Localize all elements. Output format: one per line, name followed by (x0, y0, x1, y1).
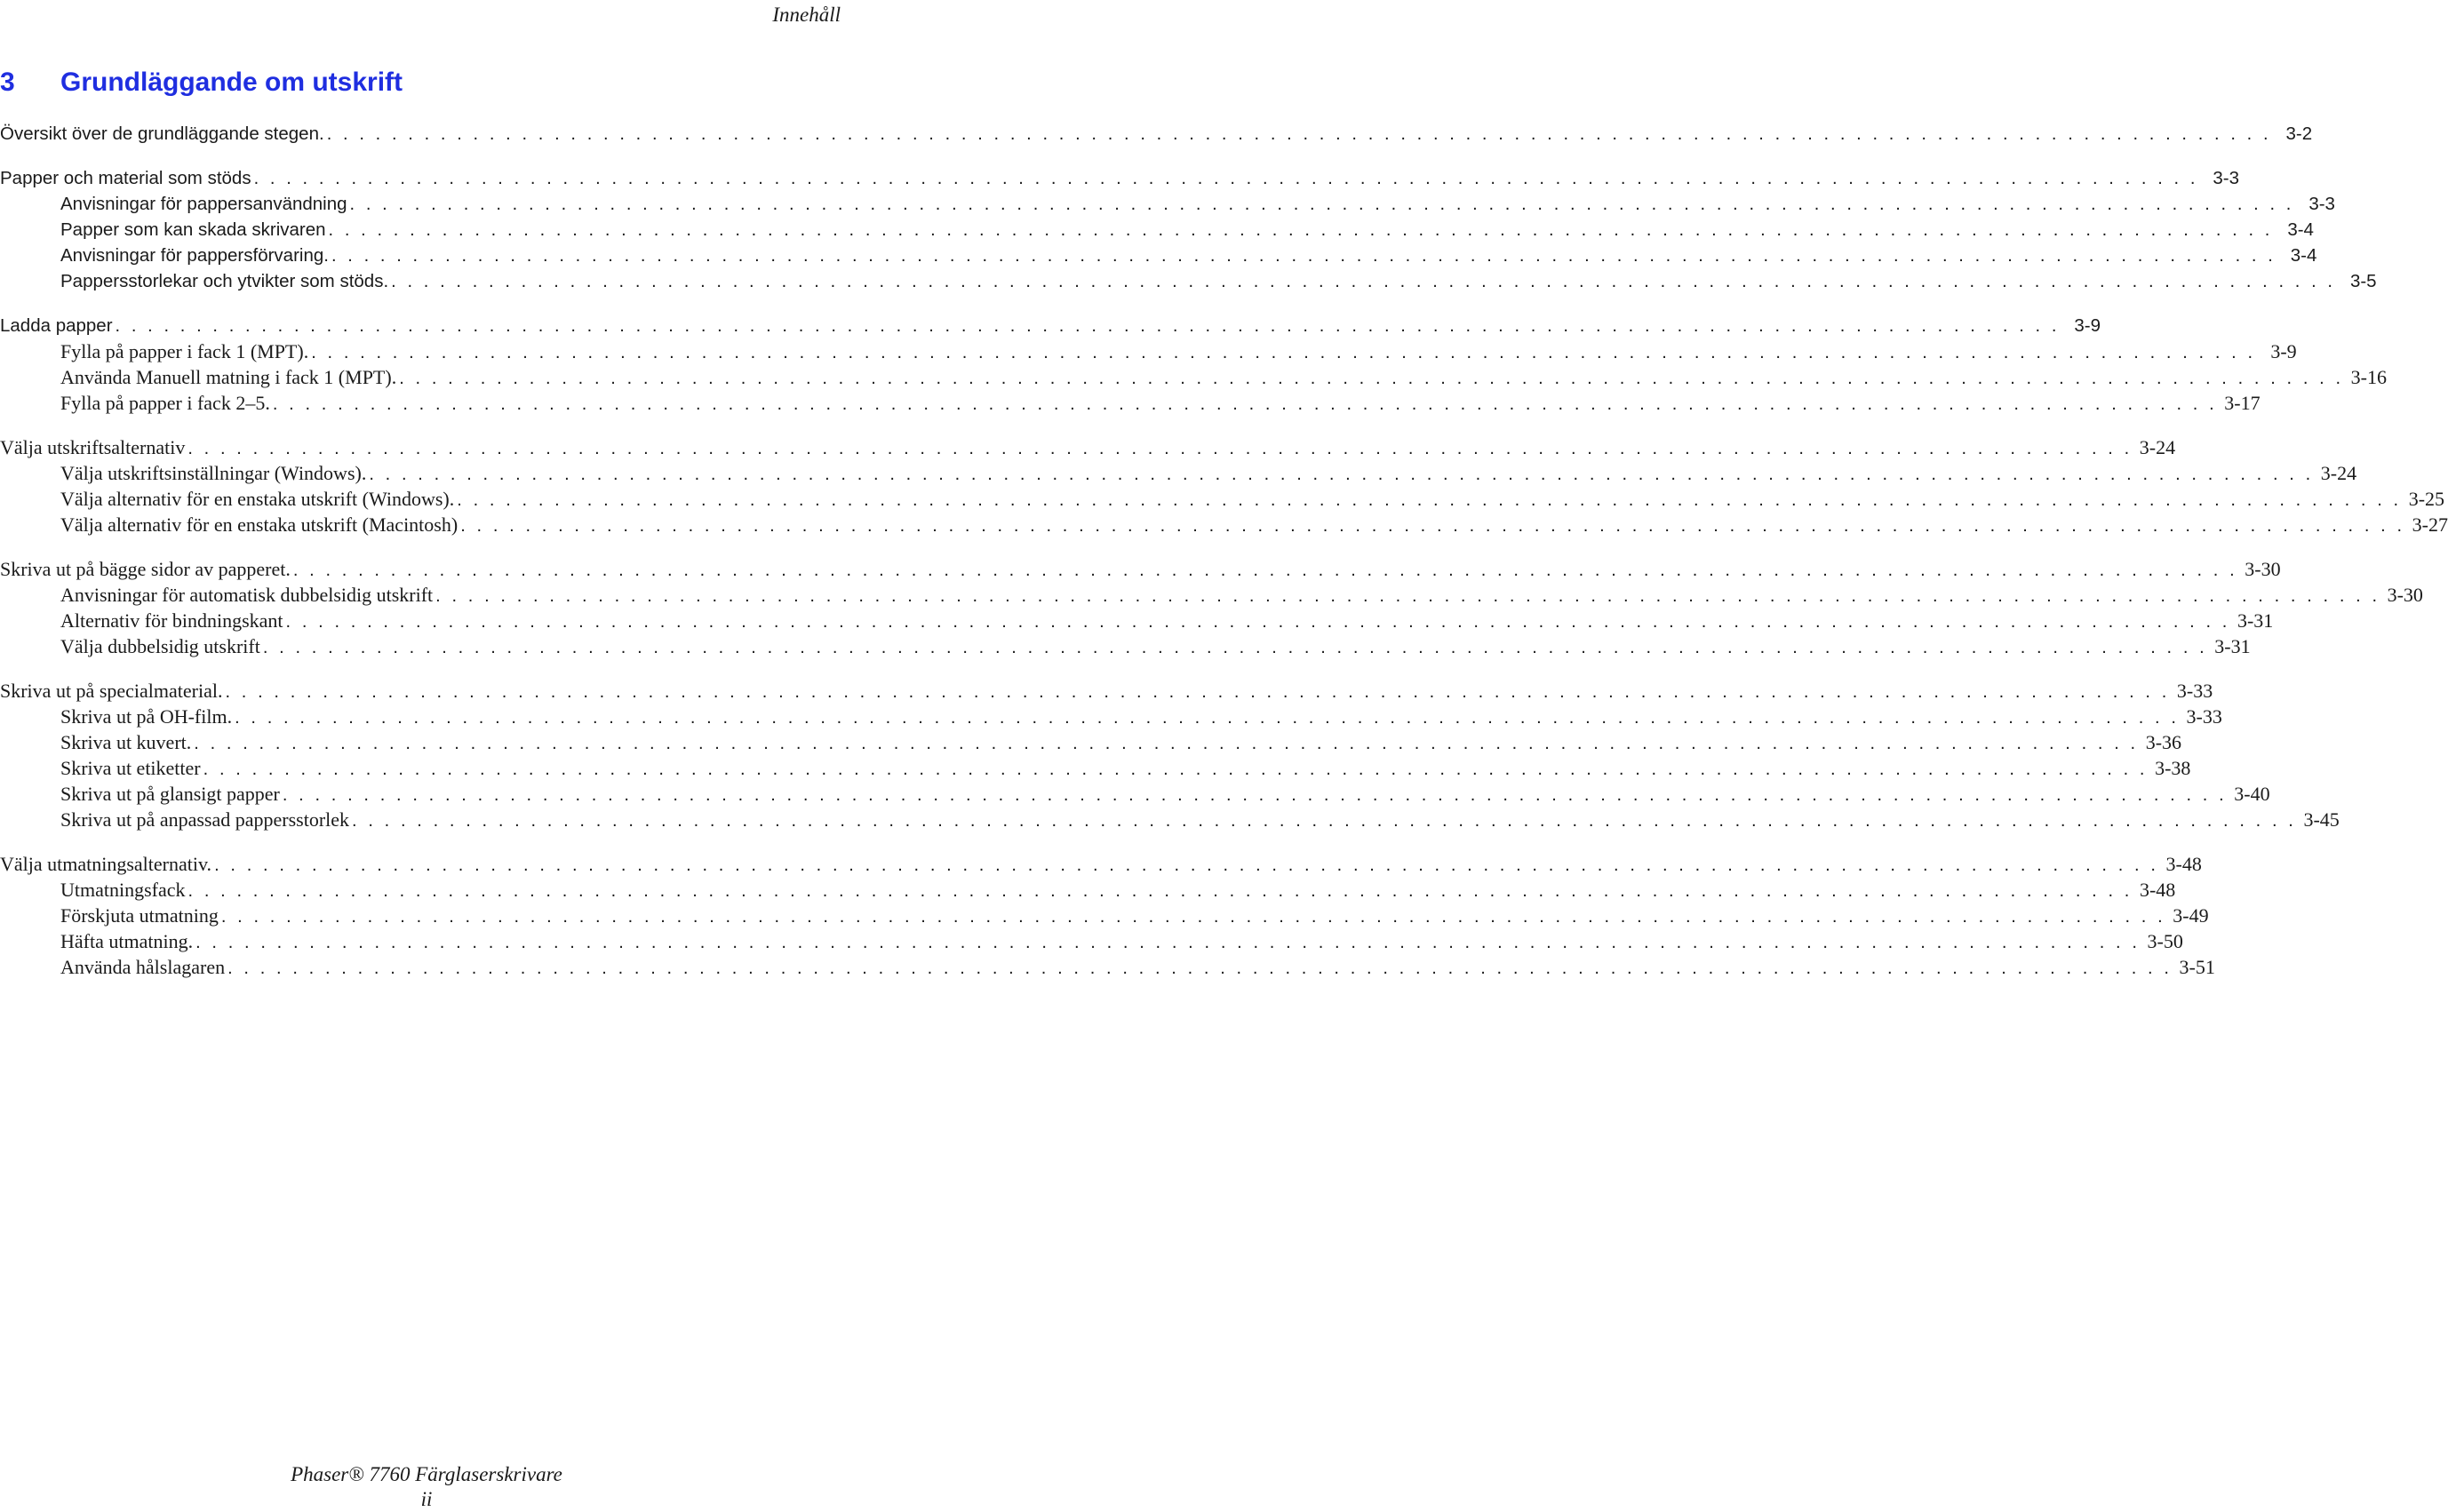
toc-entry-label: Fylla på papper i fack 1 (MPT). (60, 340, 309, 362)
dot-leader: . . . . . . . . . . . . . . . . . . . . . . . . . . . . . . . . . . . . . . . . . . . . . . . . . . . . . . . . . . . . . . . . . . . . . . . . . . . . . . . . . . . . . . . . . . . . . . . . . . . . . . . . . . . . . . . . . . . . . . . . (326, 124, 2272, 144)
dot-leader: . . . . . . . . . . . . . . . . . . . . . . . . . . . . . . . . . . . . . . . . . . . . . . . . . . . . . . . . . . . . . . . . . . . . . . . . . . . . . . . . . . . . . . . . . . . . . . . . . . . . . . . . . . . . . . . . . . . . . . . . (399, 369, 2344, 388)
toc-entry-label: Skriva ut etiketter (60, 757, 201, 779)
toc-entry-page: 3-3 (2213, 168, 2240, 188)
product-name: Phaser® 7760 Färglaserskrivare (291, 1463, 562, 1485)
toc-entry-label: Välja utskriftsalternativ (0, 436, 186, 458)
dot-leader: . . . . . . . . . . . . . . . . . . . . . . . . . . . . . . . . . . . . . . . . . . . . . . . . . . . . . . . . . . . . . . . . . . . . . . . . . . . . . . . . . . . . . . . . . . . . . . . . . . . . . . . . . . . . . . . . . . . . . . . . (214, 855, 2159, 875)
dot-leader: . . . . . . . . . . . . . . . . . . . . . . . . . . . . . . . . . . . . . . . . . . . . . . . . . . . . . . . . . . . . . . . . . . . . . . . . . . . . . . . . . . . . . . . . . . . . . . . . . . . . . . . . . . . . . . . . . . . . . . . . (187, 439, 2133, 458)
toc-subsection-entry[interactable] (0, 807, 2340, 832)
toc-subsection-entry[interactable] (0, 364, 2387, 390)
toc-entry-page: 3-16 (2350, 366, 2387, 388)
toc-subsection-entry[interactable] (0, 608, 2274, 633)
chapter-number: 3 (0, 68, 15, 97)
dot-leader: . . . . . . . . . . . . . . . . . . . . . . . . . . . . . . . . . . . . . . . . . . . . . . . . . . . . . . . . . . . . . . . . . . . . . . . . . . . . . . . . . . . . . . . . . . . . . . . . . . . . . . . . . . . . . . . . . . . . . . . . (225, 682, 2170, 702)
toc-entry-page: 3-40 (2234, 783, 2270, 805)
toc-subsection-entry[interactable] (0, 486, 2445, 512)
toc-entry-page: 3-9 (2270, 340, 2297, 362)
toc-entry-page: 3-45 (2303, 808, 2340, 831)
page-number: ii (420, 1488, 433, 1510)
toc-entry-page: 3-25 (2408, 488, 2445, 510)
toc-subsection-entry[interactable] (0, 928, 2183, 954)
dot-leader: . . . . . . . . . . . . . . . . . . . . . . . . . . . . . . . . . . . . . . . . . . . . . . . . . . . . . . . . . . . . . . . . . . . . . . . . . . . . . . . . . . . . . . . . . . . . . . . . . . . . . . . . . . . . . . . . . . . . . . . . (460, 516, 2405, 536)
toc-entry-page: 3-4 (2290, 245, 2317, 266)
toc-entry-page: 3-31 (2237, 609, 2274, 632)
dot-leader: . . . . . . . . . . . . . . . . . . . . . . . . . . . . . . . . . . . . . . . . . . . . . . . . . . . . . . . . . . . . . . . . . . . . . . . . . . . . . . . . . . . . . . . . . . . . . . . . . . . . . . . . . . . . . . . . . . . . . . . . (435, 586, 2380, 606)
toc-subsection-entry[interactable] (0, 954, 2215, 980)
toc-entry-page: 3-30 (2387, 584, 2423, 606)
toc-entry-page: 3-48 (2165, 853, 2202, 875)
dot-leader: . . . . . . . . . . . . . . . . . . . . . . . . . . . . . . . . . . . . . . . . . . . . . . . . . . . . . . . . . . . . . . . . . . . . . . . . . . . . . . . . . . . . . . . . . . . . . . . . . . . . . . . . . . . . . . . . . . . . . . . . (203, 760, 2149, 779)
toc-entry-page: 3-17 (2224, 392, 2261, 414)
toc-subsection-entry[interactable] (0, 633, 2251, 659)
toc-section-entry[interactable] (0, 313, 2101, 338)
toc-entry-label: Skriva ut kuvert. (60, 731, 192, 753)
toc-entry-page: 3-27 (2412, 513, 2448, 536)
toc-entry-label: Använda Manuell matning i fack 1 (MPT). (60, 366, 397, 388)
dot-leader: . . . . . . . . . . . . . . . . . . . . . . . . . . . . . . . . . . . . . . . . . . . . . . . . . . . . . . . . . . . . . . . . . . . . . . . . . . . . . . . . . . . . . . . . . . . . . . . . . . . . . . . . . . . . . . . . . . . . . . . . (194, 734, 2139, 753)
toc-entry-page: 3-24 (2139, 436, 2176, 458)
dot-leader: . . . . . . . . . . . . . . . . . . . . . . . . . . . . . . . . . . . . . . . . . . . . . . . . . . . . . . . . . . . . . . . . . . . . . . . . . . . . . . . . . . . . . . . . . . . . . . . . . . . . . . . . . . . . . . . . . . . . . . . . (311, 343, 2256, 362)
toc-entry-page: 3-24 (2320, 462, 2357, 484)
toc-entry-page: 3-36 (2145, 731, 2182, 753)
toc-subsection-entry[interactable] (0, 903, 2209, 928)
dot-leader: . . . . . . . . . . . . . . . . . . . . . . . . . . . . . . . . . . . . . . . . . . . . . . . . . . . . . . . . . . . . . . . . . . . . . . . . . . . . . . . . . . . . . . . . . . . . . . . . . . . . . . . . . . . . . . . . . . . . . . . . (285, 612, 2230, 632)
chapter-heading (0, 68, 853, 98)
dot-leader: . . . . . . . . . . . . . . . . . . . . . . . . . . . . . . . . . . . . . . . . . . . . . . . . . . . . . . . . . . . . . . . . . . . . . . . . . . . . . . . . . . . . . . . . . . . . . . . . . . . . . . . . . . . . . . . . . . . . . . . . (457, 490, 2402, 510)
toc-entry-page: 3-33 (2176, 680, 2213, 702)
toc-entry-label: Förskjuta utmatning (60, 904, 219, 927)
toc-subsection-entry[interactable] (0, 243, 2317, 268)
toc-subsection-entry[interactable] (0, 755, 2191, 781)
toc-subsection-entry[interactable] (0, 781, 2270, 807)
toc-subsection-entry[interactable] (0, 268, 2377, 294)
toc-entry-label: Välja utskriftsinställningar (Windows). (60, 462, 367, 484)
toc-entry-label: Välja utmatningsalternativ. (0, 853, 212, 875)
dot-leader: . . . . . . . . . . . . . . . . . . . . . . . . . . . . . . . . . . . . . . . . . . . . . . . . . . . . . . . . . . . . . . . . . . . . . . . . . . . . . . . . . . . . . . . . . . . . . . . . . . . . . . . . . . . . . . . . . . . . . . . . (369, 465, 2314, 484)
toc-entry-page: 3-48 (2139, 879, 2176, 901)
toc-section-entry[interactable] (0, 556, 2281, 582)
table-of-contents (0, 121, 2448, 980)
toc-entry-label: Pappersstorlekar och ytvikter som stöds. (60, 271, 389, 291)
toc-subsection-entry[interactable] (0, 191, 2335, 217)
toc-entry-page: 3-33 (2186, 705, 2222, 728)
toc-entry-page: 3-5 (2349, 271, 2377, 291)
toc-entry-page: 3-38 (2155, 757, 2191, 779)
dot-leader: . . . . . . . . . . . . . . . . . . . . . . . . . . . . . . . . . . . . . . . . . . . . . . . . . . . . . . . . . . . . . . . . . . . . . . . . . . . . . . . . . . . . . . . . . . . . . . . . . . . . . . . . . . . . . . . . . . . . . . . . (253, 169, 2199, 188)
toc-subsection-entry[interactable] (0, 704, 2222, 729)
toc-entry-label: Översikt över de grundläggande stegen. (0, 123, 324, 144)
dot-leader: . . . . . . . . . . . . . . . . . . . . . . . . . . . . . . . . . . . . . . . . . . . . . . . . . . . . . . . . . . . . . . . . . . . . . . . . . . . . . . . . . . . . . . . . . . . . . . . . . . . . . . . . . . . . . . . . . . . . . . . . (187, 881, 2133, 901)
running-header: Innehåll (772, 4, 841, 26)
toc-subsection-entry[interactable] (0, 460, 2357, 486)
toc-subsection-entry[interactable] (0, 217, 2314, 243)
toc-entry-label: Fylla på papper i fack 2–5. (60, 392, 270, 414)
dot-leader: . . . . . . . . . . . . . . . . . . . . . . . . . . . . . . . . . . . . . . . . . . . . . . . . . . . . . . . . . . . . . . . . . . . . . . . . . . . . . . . . . . . . . . . . . . . . . . . . . . . . . . . . . . . . . . . . . . . . . . . . (195, 933, 2141, 952)
toc-entry-page: 3-9 (2074, 315, 2101, 336)
toc-subsection-entry[interactable] (0, 390, 2261, 416)
toc-subsection-entry[interactable] (0, 512, 2448, 537)
toc-entry-label: Välja dubbelsidig utskrift (60, 635, 260, 657)
dot-leader: . . . . . . . . . . . . . . . . . . . . . . . . . . . . . . . . . . . . . . . . . . . . . . . . . . . . . . . . . . . . . . . . . . . . . . . . . . . . . . . . . . . . . . . . . . . . . . . . . . . . . . . . . . . . . . . . . . . . . . . . (272, 394, 2218, 414)
toc-entry-label: Anvisningar för automatisk dubbelsidig utskrift (60, 584, 434, 606)
dot-leader: . . . . . . . . . . . . . . . . . . . . . . . . . . . . . . . . . . . . . . . . . . . . . . . . . . . . . . . . . . . . . . . . . . . . . . . . . . . . . . . . . . . . . . . . . . . . . . . . . . . . . . . . . . . . . . . . . . . . . . . . (292, 561, 2238, 580)
dot-leader: . . . . . . . . . . . . . . . . . . . . . . . . . . . . . . . . . . . . . . . . . . . . . . . . . . . . . . . . . . . . . . . . . . . . . . . . . . . . . . . . . . . . . . . . . . . . . . . . . . . . . . . . . . . . . . . . . . . . . . . . (352, 811, 2297, 831)
toc-entry-label: Skriva ut på glansigt papper (60, 783, 280, 805)
toc-entry-label: Skriva ut på OH-film. (60, 705, 233, 728)
toc-entry-label: Skriva ut på anpassad pappersstorlek (60, 808, 350, 831)
toc-entry-label: Ladda papper (0, 315, 113, 336)
dot-leader: . . . . . . . . . . . . . . . . . . . . . . . . . . . . . . . . . . . . . . . . . . . . . . . . . . . . . . . . . . . . . . . . . . . . . . . . . . . . . . . . . . . . . . . . . . . . . . . . . . . . . . . . . . . . . . . . . . . . . . . . (391, 272, 2336, 291)
toc-section-entry[interactable] (0, 434, 2176, 460)
dot-leader: . . . . . . . . . . . . . . . . . . . . . . . . . . . . . . . . . . . . . . . . . . . . . . . . . . . . . . . . . . . . . . . . . . . . . . . . . . . . . . . . . . . . . . . . . . . . . . . . . . . . . . . . . . . . . . . . . . . . . . . . (282, 785, 2228, 805)
toc-entry-label: Skriva ut på bägge sidor av papperet. (0, 558, 291, 580)
toc-entry-label: Alternativ för bindningskant (60, 609, 283, 632)
chapter-title: Grundläggande om utskrift (60, 68, 403, 97)
toc-section-entry[interactable] (0, 165, 2240, 191)
toc-subsection-entry[interactable] (0, 729, 2182, 755)
toc-section-entry[interactable] (0, 851, 2202, 877)
toc-entry-page: 3-31 (2214, 635, 2251, 657)
toc-entry-page: 3-2 (2285, 123, 2313, 144)
toc-entry-page: 3-3 (2308, 194, 2335, 214)
toc-entry-page: 3-4 (2287, 219, 2314, 240)
toc-entry-page: 3-50 (2147, 930, 2183, 952)
toc-subsection-entry[interactable] (0, 582, 2423, 608)
page-footer (0, 1462, 853, 1512)
toc-entry-label: Skriva ut på specialmaterial. (0, 680, 223, 702)
toc-entry-page: 3-30 (2245, 558, 2281, 580)
toc-entry-label: Utmatningsfack (60, 879, 186, 901)
toc-entry-page: 3-49 (2173, 904, 2209, 927)
toc-section-entry[interactable] (0, 121, 2313, 147)
dot-leader: . . . . . . . . . . . . . . . . . . . . . . . . . . . . . . . . . . . . . . . . . . . . . . . . . . . . . . . . . . . . . . . . . . . . . . . . . . . . . . . . . . . . . . . . . . . . . . . . . . . . . . . . . . . . . . . . . . . . . . . . (262, 638, 2208, 657)
dot-leader: . . . . . . . . . . . . . . . . . . . . . . . . . . . . . . . . . . . . . . . . . . . . . . . . . . . . . . . . . . . . . . . . . . . . . . . . . . . . . . . . . . . . . . . . . . . . . . . . . . . . . . . . . . . . . . . . . . . . . . . . (235, 708, 2180, 728)
dot-leader: . . . . . . . . . . . . . . . . . . . . . . . . . . . . . . . . . . . . . . . . . . . . . . . . . . . . . . . . . . . . . . . . . . . . . . . . . . . . . . . . . . . . . . . . . . . . . . . . . . . . . . . . . . . . . . . . . . . . . . . . (227, 959, 2173, 978)
toc-subsection-entry[interactable] (0, 338, 2297, 364)
toc-entry-label: Använda hålslagaren (60, 956, 226, 978)
toc-section-entry[interactable] (0, 678, 2213, 704)
dot-leader: . . . . . . . . . . . . . . . . . . . . . . . . . . . . . . . . . . . . . . . . . . . . . . . . . . . . . . . . . . . . . . . . . . . . . . . . . . . . . . . . . . . . . . . . . . . . . . . . . . . . . . . . . . . . . . . . . . . . . . . . (331, 246, 2277, 266)
toc-entry-label: Anvisningar för pappersförvaring. (60, 245, 329, 266)
toc-entry-label: Häfta utmatning. (60, 930, 194, 952)
toc-entry-page: 3-51 (2179, 956, 2215, 978)
toc-entry-label: Välja alternativ för en enstaka utskrift (Macintosh) (60, 513, 459, 536)
toc-entry-label: Välja alternativ för en enstaka utskrift (Windows). (60, 488, 455, 510)
toc-subsection-entry[interactable] (0, 877, 2176, 903)
toc-entry-label: Papper som kan skada skrivaren (60, 219, 326, 240)
dot-leader: . . . . . . . . . . . . . . . . . . . . . . . . . . . . . . . . . . . . . . . . . . . . . . . . . . . . . . . . . . . . . . . . . . . . . . . . . . . . . . . . . . . . . . . . . . . . . . . . . . . . . . . . . . . . . . . . . . . . . . . . (115, 316, 2060, 336)
dot-leader: . . . . . . . . . . . . . . . . . . . . . . . . . . . . . . . . . . . . . . . . . . . . . . . . . . . . . . . . . . . . . . . . . . . . . . . . . . . . . . . . . . . . . . . . . . . . . . . . . . . . . . . . . . . . . . . . . . . . . . . . (349, 195, 2294, 214)
toc-entry-label: Anvisningar för pappersanvändning (60, 194, 347, 214)
toc-entry-label: Papper och material som stöds (0, 168, 251, 188)
dot-leader: . . . . . . . . . . . . . . . . . . . . . . . . . . . . . . . . . . . . . . . . . . . . . . . . . . . . . . . . . . . . . . . . . . . . . . . . . . . . . . . . . . . . . . . . . . . . . . . . . . . . . . . . . . . . . . . . . . . . . . . . (328, 220, 2273, 240)
dot-leader: . . . . . . . . . . . . . . . . . . . . . . . . . . . . . . . . . . . . . . . . . . . . . . . . . . . . . . . . . . . . . . . . . . . . . . . . . . . . . . . . . . . . . . . . . . . . . . . . . . . . . . . . . . . . . . . . . . . . . . . . (220, 907, 2166, 927)
